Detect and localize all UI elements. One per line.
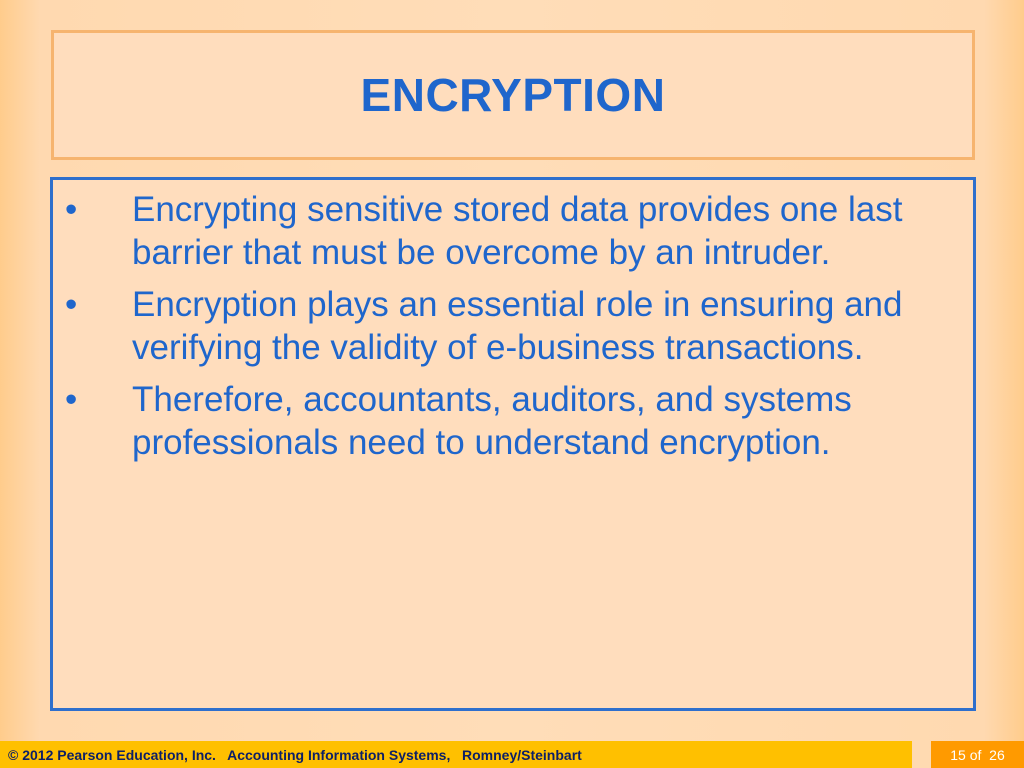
bullet-text: Encryption plays an essential role in ensuring and verifying the validity of e-business transactions. — [132, 285, 903, 367]
footer-copyright: © 2012 Pearson Education, Inc. Accounting Information Systems, Romney/Steinbart — [0, 741, 912, 768]
content-box — [50, 177, 976, 711]
bullet-dot-icon: • — [65, 190, 78, 229]
title-box — [51, 30, 975, 160]
bullet-text: Encrypting sensitive stored data provides one last barrier that must be overcome by an intruder. — [132, 190, 903, 272]
page-total: 26 — [989, 746, 1005, 763]
bullet-item — [53, 188, 973, 274]
bullet-item — [53, 283, 973, 369]
page-number-badge — [931, 741, 1024, 768]
bullet-dot-icon: • — [65, 380, 78, 419]
bullet-dot-icon: • — [65, 285, 78, 324]
footer — [0, 741, 1024, 768]
page-of-label: of — [969, 746, 982, 763]
bullet-item — [53, 378, 973, 464]
bullet-text: Therefore, accountants, auditors, and systems professionals need to understand encryption. — [132, 380, 852, 462]
slide-title: ENCRYPTION — [360, 69, 666, 121]
page-current: 15 — [950, 746, 966, 763]
bullet-list — [53, 188, 973, 473]
